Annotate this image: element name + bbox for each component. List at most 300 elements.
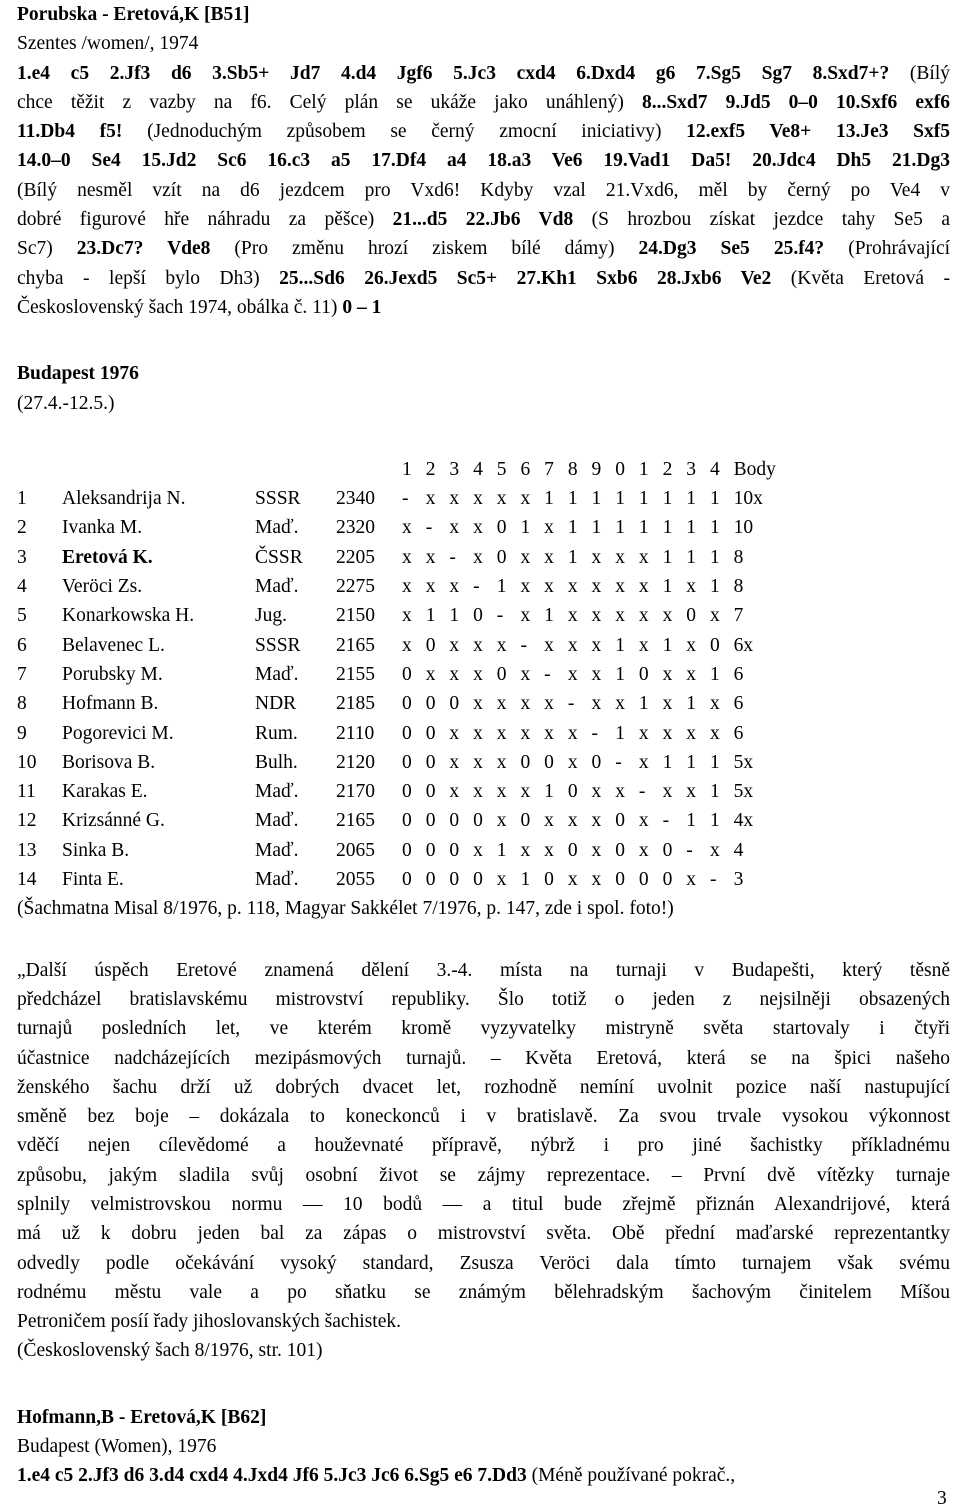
player-points: 5x bbox=[733, 781, 754, 803]
comment-text: Československý šach 1974, obálka č. 11) bbox=[17, 296, 343, 318]
player-points: 7 bbox=[733, 605, 744, 627]
article-line: vděčí nejen cílevědomé a houževnaté přípravě, nýbrž i pro jiné šachistky příkladnému bbox=[17, 1135, 950, 1157]
game-1-moves-line bbox=[17, 205, 950, 234]
result-cell: x bbox=[662, 722, 673, 744]
player-rating: 2170 bbox=[336, 781, 375, 803]
table-row bbox=[17, 865, 794, 894]
player-nation: Maď. bbox=[255, 869, 299, 891]
result-cell: 1 bbox=[425, 605, 436, 627]
result-cell: x bbox=[638, 605, 649, 627]
result-cell: 1 bbox=[615, 634, 625, 656]
result-cell: x bbox=[520, 722, 531, 744]
game-2-moves bbox=[17, 1461, 950, 1490]
result-cell: - bbox=[591, 722, 598, 744]
player-rating: 2340 bbox=[336, 488, 375, 510]
player-points: 6x bbox=[733, 634, 754, 656]
result-cell: 0 bbox=[449, 869, 460, 891]
header-round: 8 bbox=[567, 458, 578, 480]
comment-text: chce těžit z vazby na f6. Celý plán se ukáže jako unáhlený) bbox=[17, 91, 642, 113]
player-number: 3 bbox=[17, 546, 27, 568]
header-round: 0 bbox=[615, 458, 625, 480]
comment-text: (Méně používané pokrač., bbox=[526, 1465, 736, 1487]
result-cell: x bbox=[709, 605, 720, 627]
header-round: 2 bbox=[425, 458, 436, 480]
result-cell: 0 bbox=[496, 546, 507, 568]
result-cell: x bbox=[520, 546, 531, 568]
game-1-moves-line bbox=[17, 264, 950, 293]
player-nation: Rum. bbox=[255, 722, 298, 744]
player-points: 4x bbox=[733, 810, 754, 832]
comment-text: (S hrozbou získat jezdce tahy Se5 a bbox=[573, 209, 950, 231]
move-text: 8...Sxd7 9.Jd5 0–0 10.Sxf6 exf6 bbox=[641, 91, 951, 113]
header-round: 2 bbox=[662, 458, 673, 480]
crosstable-header-row bbox=[17, 455, 794, 484]
player-points: 8 bbox=[733, 546, 744, 568]
result-cell: x bbox=[473, 517, 483, 539]
player-name: Borisova B. bbox=[62, 751, 156, 773]
player-nation: Maď. bbox=[255, 663, 299, 685]
result-cell: x bbox=[567, 810, 578, 832]
move-text: 14.0–0 Se4 15.Jd2 Sc6 16.c3 a5 17.Df4 a4 18.a3 Ve6 19.Vad1 Da5! 20.Jdc4 Dh5 21.Dg3 bbox=[17, 150, 950, 172]
article-line: způsobu, jakým sladila svůj osobní život se zájmy reprezentace. – První dvě vítězky turnaje bbox=[17, 1164, 950, 1186]
player-rating: 2275 bbox=[336, 576, 375, 598]
result-cell: x bbox=[638, 576, 649, 598]
game-2-event: Budapest (Women), 1976 bbox=[17, 1436, 217, 1458]
result-cell: x bbox=[662, 693, 673, 715]
game-1-moves-line bbox=[17, 234, 950, 263]
result-cell: 1 bbox=[662, 751, 673, 773]
header-points: Body bbox=[733, 458, 776, 480]
table-row bbox=[17, 601, 794, 630]
result-cell: - bbox=[567, 693, 575, 715]
comment-text: chyba - lepší bylo Dh3) bbox=[17, 267, 280, 289]
result-cell: x bbox=[449, 722, 460, 744]
article-line: splnily velmistrovskou normu — 10 bodů — a titul bude zřejmě přiznán Alexandrijové, která bbox=[17, 1193, 950, 1215]
result-cell: 1 bbox=[520, 517, 531, 539]
result-cell: x bbox=[544, 576, 554, 598]
result-cell: x bbox=[402, 576, 412, 598]
result-cell: x bbox=[496, 781, 507, 803]
result-cell: x bbox=[544, 634, 554, 656]
result-cell: x bbox=[449, 488, 460, 510]
article-line: „Další úspěch Eretové znamená dělení 3.-4. místa na turnaji v Budapešti, který těsně bbox=[17, 959, 950, 981]
result-cell: x bbox=[686, 663, 696, 685]
table-row bbox=[17, 572, 794, 601]
header-round: 1 bbox=[402, 458, 412, 480]
result-cell: - bbox=[686, 839, 693, 861]
header-round: 5 bbox=[496, 458, 507, 480]
result-cell: 0 bbox=[544, 751, 554, 773]
player-rating: 2185 bbox=[336, 693, 375, 715]
player-name: Krizsánné G. bbox=[62, 810, 165, 832]
header-round: 3 bbox=[449, 458, 460, 480]
result-cell: 0 bbox=[402, 722, 412, 744]
result-cell: x bbox=[567, 751, 578, 773]
result-cell: 0 bbox=[686, 605, 696, 627]
table-row bbox=[17, 806, 794, 835]
move-text: 1.e4 c5 2.Jf3 d6 3.d4 cxd4 4.Jxd4 Jf6 5.Jc3 Jc6 6.Sg5 e6 7.Dd3 bbox=[17, 1465, 527, 1487]
article-lines bbox=[17, 956, 950, 1308]
article-last-line: Petroničem posíí řady jihoslovanských šachistek. bbox=[17, 1311, 401, 1333]
article-source: (Československý šach 8/1976, str. 101) bbox=[17, 1340, 323, 1362]
result-cell: 1 bbox=[686, 693, 696, 715]
player-points: 8 bbox=[733, 576, 744, 598]
result-cell: x bbox=[496, 751, 507, 773]
result-cell: x bbox=[662, 663, 673, 685]
result-cell: 1 bbox=[686, 517, 696, 539]
article-line: předcházel bratislavskému mistrovství republiky. Šlo totiž o jeden z nejsilněji obsazených bbox=[17, 988, 950, 1010]
result-cell: 0 bbox=[473, 869, 483, 891]
player-name: Hofmann B. bbox=[62, 693, 159, 715]
result-cell: x bbox=[425, 576, 436, 598]
result-cell: 0 bbox=[496, 663, 507, 685]
player-name: Karakas E. bbox=[62, 781, 148, 803]
result-cell: x bbox=[686, 576, 696, 598]
result-cell: x bbox=[567, 605, 578, 627]
player-nation: Jug. bbox=[255, 605, 287, 627]
result-cell: 0 bbox=[402, 663, 412, 685]
result-cell: x bbox=[567, 869, 578, 891]
move-text: 11.Db4 f5! bbox=[17, 121, 123, 143]
result-cell: x bbox=[615, 546, 625, 568]
result-cell: - bbox=[638, 781, 646, 803]
result-cell: x bbox=[686, 781, 696, 803]
result-cell: x bbox=[615, 693, 625, 715]
result-cell: 0 bbox=[709, 634, 720, 656]
player-nation: Bulh. bbox=[255, 751, 298, 773]
player-name: Veröci Zs. bbox=[62, 576, 143, 598]
result-cell: 1 bbox=[449, 605, 460, 627]
result-cell: 0 bbox=[425, 751, 436, 773]
result-cell: x bbox=[496, 693, 507, 715]
result-cell: - bbox=[402, 488, 409, 510]
player-points: 6 bbox=[733, 722, 744, 744]
result-cell: - bbox=[496, 605, 504, 627]
header-round: 1 bbox=[638, 458, 649, 480]
table-row bbox=[17, 484, 794, 513]
player-name: Pogorevici M. bbox=[62, 722, 174, 744]
result-cell: 1 bbox=[544, 605, 554, 627]
player-nation: NDR bbox=[255, 693, 297, 715]
result-cell: 1 bbox=[615, 722, 625, 744]
result-cell: x bbox=[567, 722, 578, 744]
result-cell: 1 bbox=[591, 488, 602, 510]
crosstable-body bbox=[17, 484, 794, 894]
result-cell: 0 bbox=[425, 693, 436, 715]
result-cell: - bbox=[520, 634, 527, 656]
article-quote bbox=[17, 956, 950, 1366]
result-cell: x bbox=[473, 693, 483, 715]
player-name: Finta E. bbox=[62, 869, 124, 891]
result-cell: x bbox=[520, 663, 531, 685]
article-line: turnajů posledních let, ve kterém kromě vyzyvatelky mistryně světa startovaly i čtyři bbox=[17, 1018, 950, 1040]
result-cell: 1 bbox=[709, 751, 720, 773]
result-cell: 1 bbox=[686, 488, 696, 510]
comment-text: dobré figurové hře náhradu za pěšce) bbox=[17, 209, 393, 231]
result-cell: x bbox=[544, 517, 554, 539]
result-cell: 1 bbox=[615, 488, 625, 510]
result-cell: x bbox=[544, 546, 554, 568]
table-row bbox=[17, 748, 794, 777]
comment-text: (Jednoduchým způsobem se černý zmocní iniciativy) bbox=[122, 121, 687, 143]
result-cell: x bbox=[709, 839, 720, 861]
article-line: rodnému městu vale a po sňatku se známým bělehradským šachovým činitelem Míšou bbox=[17, 1281, 950, 1303]
result-cell: 1 bbox=[662, 488, 673, 510]
move-text: 24.Dg3 Se5 25.f4? bbox=[638, 238, 825, 260]
table-row bbox=[17, 719, 794, 748]
crosstable bbox=[17, 455, 794, 894]
result-cell: x bbox=[567, 634, 578, 656]
result-cell: 1 bbox=[591, 517, 602, 539]
result-cell: x bbox=[520, 693, 531, 715]
result-cell: 0 bbox=[425, 869, 436, 891]
player-points: 4 bbox=[733, 839, 744, 861]
result-cell: x bbox=[591, 869, 602, 891]
player-name: Konarkowska H. bbox=[62, 605, 195, 627]
result-cell: x bbox=[402, 546, 412, 568]
result-cell: 0 bbox=[449, 693, 460, 715]
result-cell: 0 bbox=[402, 693, 412, 715]
article-line: směně bez boje – dokázala to koneckonců i v bratislavě. Za svou trvale vysokou výkonnost bbox=[17, 1106, 950, 1128]
result-cell: 1 bbox=[709, 546, 720, 568]
result-cell: x bbox=[449, 576, 460, 598]
result-cell: x bbox=[425, 488, 436, 510]
result-cell: x bbox=[638, 839, 649, 861]
result-cell: x bbox=[686, 722, 696, 744]
crosstable-source-note: (Šachmatna Misal 8/1976, p. 118, Magyar Sakkélet 7/1976, p. 147, zde i spol. foto!) bbox=[17, 898, 674, 920]
table-row bbox=[17, 660, 794, 689]
result-cell: x bbox=[615, 576, 625, 598]
result-cell: x bbox=[449, 781, 460, 803]
result-cell: x bbox=[709, 722, 720, 744]
move-text: 1.e4 c5 2.Jf3 d6 3.Sb5+ Jd7 4.d4 Jgf6 5.Jc3 cxd4 6.Dxd4 g6 7.Sg5 Sg7 8.Sxd7+? bbox=[17, 62, 890, 84]
player-points: 6 bbox=[733, 693, 744, 715]
result-cell: 0 bbox=[662, 839, 673, 861]
result-cell: 1 bbox=[709, 517, 720, 539]
result-cell: 1 bbox=[662, 517, 673, 539]
result-cell: x bbox=[425, 663, 436, 685]
player-nation: Maď. bbox=[255, 576, 299, 598]
result-cell: x bbox=[473, 546, 483, 568]
player-number: 4 bbox=[17, 576, 27, 598]
player-number: 7 bbox=[17, 663, 27, 685]
result-cell: x bbox=[473, 663, 483, 685]
result-cell: x bbox=[638, 546, 649, 568]
player-number: 2 bbox=[17, 517, 27, 539]
result-cell: x bbox=[591, 781, 602, 803]
player-nation: Maď. bbox=[255, 781, 299, 803]
page-number: 3 bbox=[937, 1488, 947, 1509]
result-cell: 1 bbox=[496, 839, 507, 861]
result-cell: 1 bbox=[567, 488, 578, 510]
result-cell: 0 bbox=[425, 722, 436, 744]
result-cell: x bbox=[520, 605, 531, 627]
result-cell: x bbox=[520, 488, 531, 510]
player-number: 8 bbox=[17, 693, 27, 715]
result-cell: 0 bbox=[496, 517, 507, 539]
player-rating: 2205 bbox=[336, 546, 375, 568]
player-rating: 2165 bbox=[336, 634, 375, 656]
comment-text: (Bílý bbox=[889, 62, 950, 84]
result-cell: 0 bbox=[520, 810, 531, 832]
result-cell: x bbox=[591, 810, 602, 832]
game-1-moves-line bbox=[17, 293, 950, 322]
result-cell: x bbox=[591, 546, 602, 568]
result-cell: 1 bbox=[709, 576, 720, 598]
result-cell: 0 bbox=[449, 839, 460, 861]
result-cell: 0 bbox=[615, 869, 625, 891]
table-row bbox=[17, 777, 794, 806]
player-points: 5x bbox=[733, 751, 754, 773]
player-number: 6 bbox=[17, 634, 27, 656]
table-row bbox=[17, 836, 794, 865]
result-cell: x bbox=[544, 722, 554, 744]
game-1-moves-line bbox=[17, 176, 950, 205]
player-rating: 2155 bbox=[336, 663, 375, 685]
result-cell: x bbox=[544, 810, 554, 832]
result-cell: x bbox=[473, 722, 483, 744]
result-cell: 0 bbox=[567, 839, 578, 861]
result-cell: 0 bbox=[425, 839, 436, 861]
result-cell: - bbox=[709, 869, 717, 891]
player-name: Aleksandrija N. bbox=[62, 488, 186, 510]
article-line: má už k dobru jeden bal za zápas o mistrovství světa. Obě přední maďarské reprezentantky bbox=[17, 1223, 950, 1245]
result-cell: 0 bbox=[425, 810, 436, 832]
comment-text: Sc7) bbox=[17, 238, 77, 260]
tournament-title: Budapest 1976 bbox=[17, 363, 139, 385]
result-cell: x bbox=[473, 634, 483, 656]
result-cell: 0 bbox=[544, 869, 554, 891]
result-cell: x bbox=[496, 722, 507, 744]
result-cell: 1 bbox=[544, 488, 554, 510]
player-number: 5 bbox=[17, 605, 27, 627]
result-cell: 0 bbox=[615, 839, 625, 861]
result-cell: x bbox=[402, 634, 412, 656]
header-round: 4 bbox=[709, 458, 720, 480]
document-page bbox=[17, 0, 950, 1491]
tournament-dates: (27.4.-12.5.) bbox=[17, 392, 115, 414]
result-cell: x bbox=[402, 517, 412, 539]
result-cell: - bbox=[662, 810, 670, 832]
move-text: 25...Sd6 26.Jexd5 Sc5+ 27.Kh1 Sxb6 28.Jxb6 Ve2 bbox=[279, 267, 772, 289]
result-cell: x bbox=[449, 663, 460, 685]
player-points: 10 bbox=[733, 517, 754, 539]
player-number: 13 bbox=[17, 839, 37, 861]
player-points: 6 bbox=[733, 663, 744, 685]
player-nation: Maď. bbox=[255, 810, 299, 832]
result-cell: - bbox=[544, 663, 551, 685]
result-cell: x bbox=[615, 781, 625, 803]
result-cell: x bbox=[662, 781, 673, 803]
result-cell: x bbox=[425, 546, 436, 568]
comment-text: (Prohrávající bbox=[824, 238, 951, 260]
result-cell: x bbox=[520, 839, 531, 861]
result-cell: x bbox=[496, 634, 507, 656]
result-cell: 0 bbox=[402, 751, 412, 773]
game-1-section bbox=[17, 0, 950, 322]
result-cell: 1 bbox=[638, 693, 649, 715]
player-rating: 2150 bbox=[336, 605, 375, 627]
table-row bbox=[17, 631, 794, 660]
result-cell: x bbox=[567, 663, 578, 685]
result-cell: 0 bbox=[402, 781, 412, 803]
header-round: 3 bbox=[686, 458, 696, 480]
player-name: Sinka B. bbox=[62, 839, 130, 861]
result-cell: 1 bbox=[544, 781, 554, 803]
player-nation: Maď. bbox=[255, 839, 299, 861]
result-cell: 0 bbox=[402, 869, 412, 891]
result-cell: 1 bbox=[686, 810, 696, 832]
game-1-players-heading: Porubska - Eretová,K [B51] bbox=[17, 4, 250, 25]
result-cell: - bbox=[615, 751, 622, 773]
player-nation: Maď. bbox=[255, 517, 299, 539]
comment-text: (Bílý nesměl vzít na d6 jezdcem pro Vxd6! Kdyby vzal 21.Vxd6, měl by černý po Ve4 v bbox=[17, 179, 950, 201]
result-cell: x bbox=[638, 722, 649, 744]
result-cell: 1 bbox=[638, 488, 649, 510]
table-row bbox=[17, 513, 794, 542]
result-cell: 1 bbox=[662, 576, 673, 598]
result-cell: - bbox=[425, 517, 433, 539]
result-cell: 0 bbox=[425, 781, 436, 803]
player-rating: 2320 bbox=[336, 517, 375, 539]
result-cell: 0 bbox=[638, 663, 649, 685]
result-cell: x bbox=[591, 576, 602, 598]
result-cell: 0 bbox=[567, 781, 578, 803]
player-nation: ČSSR bbox=[255, 546, 303, 568]
result-cell: x bbox=[496, 488, 507, 510]
result-cell: x bbox=[520, 576, 531, 598]
game-1-moves-line bbox=[17, 88, 950, 117]
header-round: 9 bbox=[591, 458, 602, 480]
result-cell: 1 bbox=[709, 810, 720, 832]
result-cell: - bbox=[449, 546, 456, 568]
result-cell: x bbox=[473, 839, 483, 861]
result-cell: x bbox=[709, 693, 720, 715]
player-points: 3 bbox=[733, 869, 744, 891]
result-cell: 0 bbox=[638, 869, 649, 891]
header-round: 4 bbox=[473, 458, 483, 480]
result-cell: 1 bbox=[615, 517, 625, 539]
result-cell: 0 bbox=[662, 869, 673, 891]
result-cell: x bbox=[686, 634, 696, 656]
game-2-moves-line bbox=[17, 1461, 950, 1490]
result-cell: x bbox=[615, 605, 625, 627]
result-cell: x bbox=[591, 693, 602, 715]
game-1-moves-line bbox=[17, 59, 950, 88]
player-number: 12 bbox=[17, 810, 37, 832]
header-round: 6 bbox=[520, 458, 531, 480]
result-cell: 0 bbox=[449, 810, 460, 832]
result-cell: x bbox=[638, 634, 649, 656]
result-cell: x bbox=[449, 517, 460, 539]
result-cell: 1 bbox=[496, 576, 507, 598]
result-cell: 0 bbox=[615, 810, 625, 832]
result-cell: 0 bbox=[520, 751, 531, 773]
move-text: 23.Dc7? Vde8 bbox=[76, 238, 211, 260]
result-cell: 0 bbox=[473, 810, 483, 832]
comment-text: (Květa Eretová - bbox=[771, 267, 950, 289]
result-cell: x bbox=[544, 693, 554, 715]
player-rating: 2120 bbox=[336, 751, 375, 773]
player-name: Eretová K. bbox=[62, 546, 153, 568]
player-rating: 2165 bbox=[336, 810, 375, 832]
result-cell: x bbox=[662, 605, 673, 627]
player-number: 9 bbox=[17, 722, 27, 744]
result-cell: x bbox=[591, 605, 602, 627]
result-cell: 1 bbox=[709, 781, 720, 803]
player-rating: 2110 bbox=[336, 722, 375, 744]
move-text: 0 – 1 bbox=[342, 296, 382, 318]
